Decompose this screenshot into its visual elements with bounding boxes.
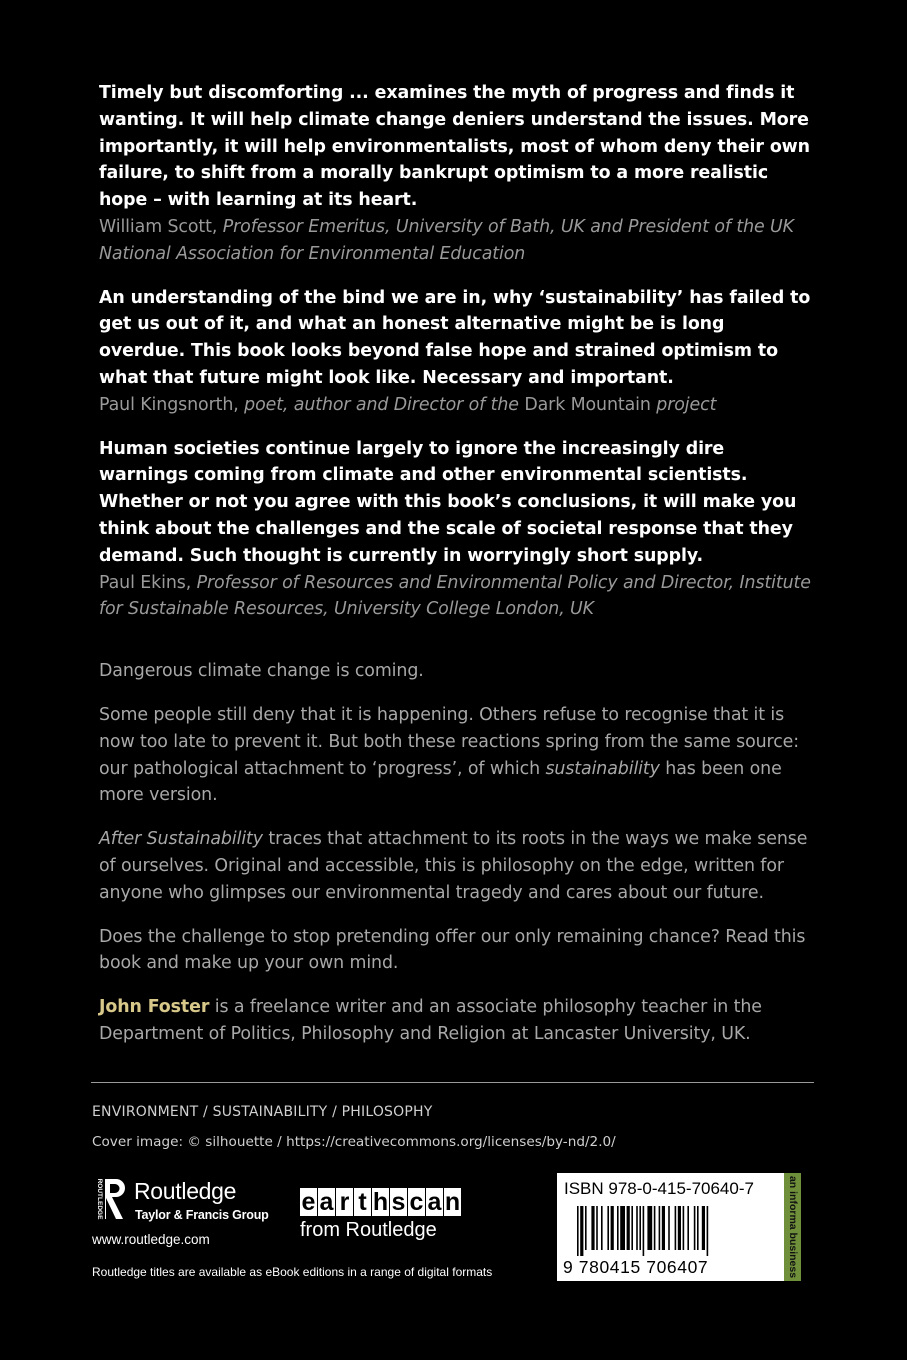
divider-line	[91, 1082, 814, 1083]
earthscan-letter: s	[391, 1188, 406, 1216]
author-bio-text: is a freelance writer and an associate philosophy teacher in the Department of Politics, Philosophy and Religion at Lancaster University, UK.	[99, 997, 762, 1044]
reviewer-role: poet, author and Director of the	[244, 394, 519, 415]
barcode-bar	[687, 1206, 689, 1250]
barcode-bar	[591, 1206, 594, 1250]
earthscan-letter: c	[409, 1188, 424, 1216]
barcode-bar	[617, 1206, 619, 1250]
routledge-vertical-text: ROUTLEDGE	[96, 1178, 103, 1220]
barcode-bar	[678, 1206, 681, 1250]
reviewer-name: William Scott,	[99, 216, 218, 237]
blurb-text: Some people still deny that it is happening. Others refuse to recognise that it is now too late to prevent it. But both these reactions spring from the same source: our pathological attachment to ‘progress’, of which	[99, 704, 800, 779]
isbn-barcode	[557, 1173, 784, 1281]
review-quote-1	[99, 80, 811, 268]
barcode-bar	[627, 1206, 630, 1250]
blurb-paragraph-1: Dangerous climate change is coming.	[99, 661, 424, 682]
barcode-bar	[675, 1206, 677, 1250]
quote-text: Timely but discomforting ... examines the myth of progress and finds it wanting. It will help climate change deniers understand the issues. More importantly, it will help environmentalists, most of whom deny their own failure, to shift from a morally bankrupt optimism to a more realistic hope – with learning at its heart.	[99, 83, 810, 211]
earthscan-wordmark	[300, 1188, 461, 1216]
publisher-group: Taylor & Francis Group	[135, 1208, 269, 1222]
quote-text: An understanding of the bind we are in, why ‘sustainability’ has failed to get us out of it, and what an honest alternative might be is long overdue. This book looks beyond false hope and strained optimism to what that future might look like. Necessary and important.	[99, 287, 811, 388]
barcode-bar	[668, 1206, 670, 1250]
earthscan-letter: h	[372, 1188, 389, 1216]
publisher-url: www.routledge.com	[92, 1232, 210, 1247]
book-title: After Sustainability	[99, 829, 263, 850]
barcode-bar	[585, 1206, 587, 1250]
earthscan-letter: a	[319, 1188, 334, 1216]
review-quote-2	[99, 285, 811, 419]
cover-image-credit: Cover image: © silhouette / https://creativecommons.org/licenses/by-nd/2.0/	[92, 1134, 616, 1150]
earthscan-letter: e	[301, 1188, 316, 1216]
project-name: Dark Mountain	[524, 394, 651, 415]
barcode-number: 9 780415 706407	[563, 1257, 709, 1277]
barcode-bar	[639, 1206, 641, 1250]
barcode-bars	[577, 1206, 772, 1256]
barcode-bar	[601, 1206, 603, 1250]
barcode-bar	[611, 1206, 614, 1250]
barcode-bar	[643, 1206, 645, 1256]
subject-categories: ENVIRONMENT / SUSTAINABILITY / PHILOSOPHY	[92, 1104, 433, 1120]
barcode-bar	[662, 1206, 665, 1250]
reviewer-role: Professor Emeritus, University of Bath, UK and President of the UK National Association for Environmental Education	[99, 216, 794, 264]
back-cover-text	[99, 80, 811, 1065]
reviewer-name: Paul Kingsnorth,	[99, 394, 239, 415]
reviewer-name: Paul Ekins,	[99, 572, 192, 593]
routledge-r-icon	[92, 1176, 126, 1222]
author-name: John Foster	[99, 997, 210, 1018]
barcode-bar	[702, 1206, 705, 1250]
imprint-subtitle: from Routledge	[300, 1219, 437, 1241]
informa-badge	[784, 1173, 801, 1281]
isbn-label: ISBN 978-0-415-70640-7	[564, 1179, 754, 1198]
barcode-bar	[607, 1206, 609, 1250]
blurb-paragraph-2	[99, 702, 811, 809]
barcode-bar	[580, 1206, 583, 1256]
earthscan-letter: t	[354, 1188, 371, 1216]
earthscan-logo	[300, 1188, 465, 1244]
barcode-bar	[631, 1206, 633, 1250]
blurb-text: has been one more version.	[99, 758, 782, 806]
quote-attribution	[99, 214, 811, 268]
barcode-bar	[620, 1206, 625, 1250]
blurb-paragraph-3	[99, 826, 811, 906]
blurb-emphasis: sustainability	[545, 758, 660, 779]
book-description	[99, 658, 811, 1048]
author-bio	[99, 994, 811, 1048]
review-quote-3	[99, 436, 811, 624]
earthscan-letter: n	[444, 1188, 461, 1216]
routledge-logo	[92, 1176, 282, 1222]
quote-attribution	[99, 392, 811, 419]
ebook-note: Routledge titles are available as eBook editions in a range of digital formats	[92, 1265, 493, 1279]
barcode-bar	[577, 1206, 579, 1256]
publisher-name: Routledge	[134, 1178, 237, 1204]
earthscan-letter: r	[336, 1188, 353, 1216]
barcode-bar	[596, 1206, 598, 1250]
barcode-bar	[654, 1206, 656, 1250]
barcode-bar	[707, 1206, 709, 1256]
barcode-bar	[659, 1206, 661, 1250]
reviewer-role: Professor of Resources and Environmental Policy and Director, Institute for Sustainable Resources, University College London, UK	[99, 572, 811, 620]
earthscan-letter: a	[427, 1188, 442, 1216]
barcode-bar	[636, 1206, 638, 1250]
blurb-paragraph-4: Does the challenge to stop pretending offer our only remaining chance? Read this book and make up your own mind.	[99, 926, 806, 974]
quote-attribution	[99, 570, 811, 624]
reviewer-role-end: project	[656, 394, 717, 415]
barcode-bar	[683, 1206, 685, 1250]
blurb-text: traces that attachment to its roots in the ways we make sense of ourselves. Original and accessible, this is philosophy on the edge, written for anyone who glimpses our environmental tragedy and cares about our future.	[99, 829, 808, 903]
barcode-bar	[697, 1206, 699, 1250]
informa-text: an informa business	[786, 1175, 799, 1279]
quote-text: Human societies continue largely to ignore the increasingly dire warnings coming from climate and other environmental scientists. Whether or not you agree with this book’s conclusions, it will make you think about the challenges and the scale of societal response that they demand. Such thought is currently in worryingly short supply.	[99, 438, 797, 566]
barcode-bar	[694, 1206, 696, 1250]
barcode-bar	[647, 1206, 652, 1250]
